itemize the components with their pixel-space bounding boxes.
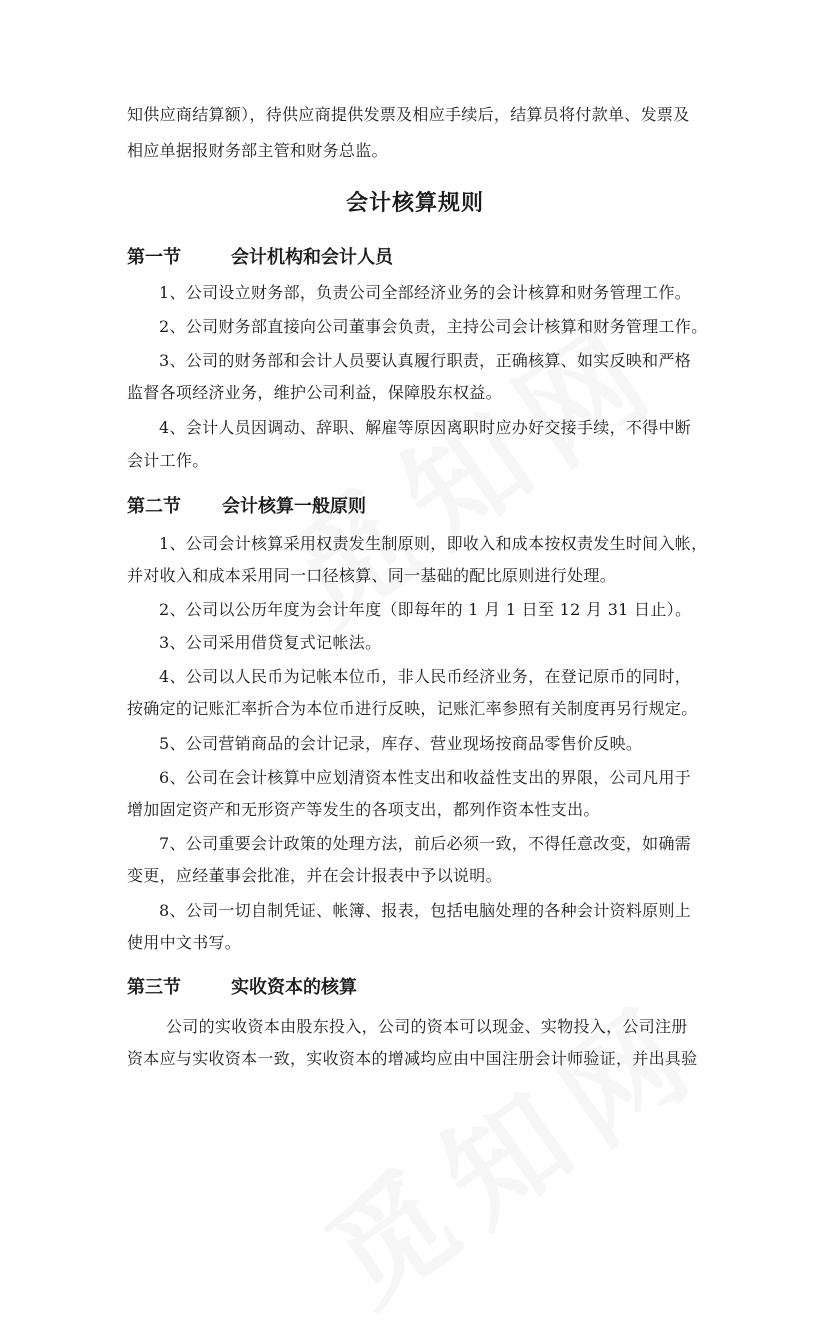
paragraph-line: 7、公司重要会计政策的处理方法，前后必须一致，不得任意改变，如确需: [159, 834, 692, 853]
paragraph-line: 资本应与实收资本一致，实收资本的增减均应由中国注册会计师验证，并出具验: [127, 1049, 698, 1068]
section-heading-2: [127, 492, 366, 518]
paragraph-line: 按确定的记账汇率折合为本位币进行反映，记账汇率参照有关制度再另行规定。: [127, 699, 698, 718]
paragraph-line: 6、公司在会计核算中应划清资本性支出和收益性支出的界限，公司凡用于: [159, 768, 692, 787]
paragraph-line: 使用中文书写。: [127, 933, 242, 952]
paragraph-line: 3、公司的财务部和会计人员要认真履行职责，正确核算、如实反映和严格: [159, 351, 692, 370]
paragraph-line: 3、公司采用借贷复式记帐法。: [159, 633, 382, 652]
paragraph-line: 1、公司会计核算采用权责发生制原则，即收入和成本按权责发生时间入帐，: [159, 534, 708, 553]
section-heading-3: [127, 973, 357, 999]
section-title: 会计机构和会计人员: [231, 247, 393, 268]
paragraph-line: 并对收入和成本采用同一口径核算、同一基础的配比原则进行处理。: [127, 566, 617, 585]
paragraph-line: 4、会计人员因调动、辞职、解雇等原因离职时应办好交接手续，不得中断: [159, 418, 692, 437]
paragraph-line: 会计工作。: [127, 451, 209, 470]
section-heading-1: [127, 243, 393, 269]
section-number: 第一节: [127, 247, 181, 268]
paragraph-line: 公司的实收资本由股东投入，公司的资本可以现金、实物投入，公司注册: [166, 1017, 688, 1036]
paragraph-line: 增加固定资产和无形资产等发生的各项支出，都列作资本性支出。: [127, 800, 600, 819]
paragraph-line: 5、公司营销商品的会计记录，库存、营业现场按商品零售价反映。: [159, 734, 643, 753]
watermark-graphic-bottom: [289, 955, 732, 1337]
paragraph-line: 8、公司一切自制凭证、帐簿、报表，包括电脑处理的各种会计资料原则上: [159, 901, 692, 920]
section-title: 会计核算一般原则: [222, 496, 366, 517]
paragraph-line: 相应单据报财务部主管和财务总监。: [127, 141, 388, 160]
section-title: 实收资本的核算: [231, 977, 357, 998]
paragraph-line: 4、公司以人民币为记帐本位币，非人民币经济业务，在登记原币的同时，: [159, 667, 692, 686]
paragraph-line: 2、公司财务部直接向公司董事会负责，主持公司会计核算和财务管理工作。: [159, 317, 708, 336]
paragraph-line: 变更，应经董事会批准，并在会计报表中予以说明。: [127, 866, 502, 885]
section-number: 第二节: [127, 496, 181, 517]
paragraph-line: 2、公司以公历年度为会计年度（即每年的 1 月 1 日至 12 月 31 日止）。: [159, 600, 692, 619]
paragraph-line: 知供应商结算额），待供应商提供发票及相应手续后，结算员将付款单、发票及: [127, 105, 690, 124]
paragraph-line: 1、公司设立财务部，负责公司全部经济业务的会计核算和财务管理工作。: [159, 283, 692, 302]
paragraph-line: 监督各项经济业务，维护公司利益，保障股东权益。: [127, 383, 502, 402]
document-title: 会计核算规则: [345, 191, 484, 216]
section-number: 第三节: [127, 977, 181, 998]
